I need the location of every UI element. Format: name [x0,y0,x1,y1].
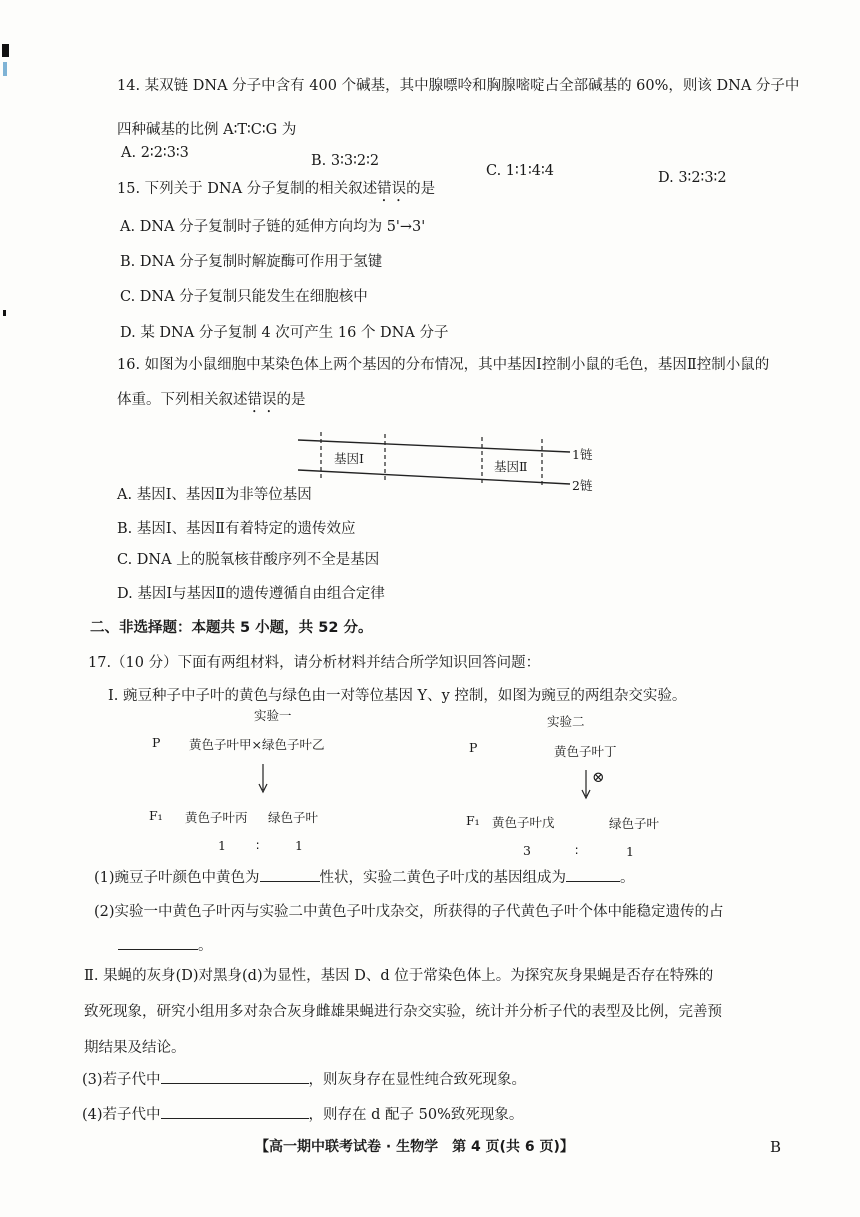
q15-stem-emphasis: 错误 [377,181,407,197]
q14-option-b: B. 3∶3∶2∶2 [311,153,380,169]
scan-edge-mark [3,310,6,316]
q15-stem-suffix: 的是 [406,181,436,197]
q17-sub4-part-a: (4)若子代中 [82,1107,161,1123]
paper-version-mark: B [770,1138,782,1156]
exp2-p-label: P [469,740,478,755]
q16-stem-emphasis: 错误 [247,392,277,408]
q15-stem-prefix: 15. 下列关于 DNA 分子复制的相关叙述 [117,181,378,197]
q14-option-d: D. 3∶2∶3∶2 [658,170,727,186]
strand-2-line [298,470,570,484]
q16-stem-line2 [117,388,306,416]
q16-stem-line2-suffix: 的是 [276,392,306,408]
q17-sub4-part-b: ，则存在 d 配子 50%致死现象。 [308,1107,524,1123]
exp2-f1-label: F₁ [466,813,480,828]
q17-sub2: (2)实验一中黄色子叶丙与实验二中黄色子叶戊杂交，所获得的子代黄色子叶个体中能稳定遗传的占 [94,904,724,920]
exp2-ratio-sep: ∶ [575,843,579,858]
exp1-f1-label: F₁ [149,808,163,823]
q17-sub4 [82,1103,523,1124]
q14-stem-line1: 14. 某双链 DNA 分子中含有 400 个碱基，其中腺嘌呤和胸腺嘧啶占全部碱基的 60%，则该 DNA 分子中 [117,78,800,94]
q17-part2-line3: 期结果及结论。 [84,1040,186,1056]
exp1-p-cross: 黄色子叶甲×绿色子叶乙 [189,737,325,752]
q17-part1-intro: Ⅰ. 豌豆种子中子叶的黄色与绿色由一对等位基因 Y、y 控制，如图为豌豆的两组杂交实验。 [108,688,687,704]
scan-edge-mark [3,62,7,76]
q15-option-d: D. 某 DNA 分子复制 4 次可产生 16 个 DNA 分子 [120,325,449,341]
answer-blank-3[interactable] [118,935,198,950]
exp2-ratio-yellow: 3 [523,843,531,858]
q16-option-d: D. 基因Ⅰ与基因Ⅱ的遗传遵循自由组合定律 [117,586,385,602]
exp1-ratio-green: 1 [295,838,303,853]
exp1-ratio-yellow: 1 [218,838,226,853]
section-2-heading: 二、非选择题：本题共 5 小题，共 52 分。 [90,620,373,636]
q15-option-a: A. DNA 分子复制时子链的延伸方向均为 5'→3' [120,219,426,235]
gene2-label: 基因Ⅱ [494,459,528,474]
exp2-title: 实验二 [547,714,585,729]
page-footer: 【高一期中联考试卷 · 生物学 第 4 页(共 6 页)】 [255,1139,574,1155]
q17-sub1-part-b: 性状，实验二黄色子叶戊的基因组成为 [319,870,567,886]
q17-sub3 [82,1068,526,1089]
q17-sub3-part-b: ，则灰身存在显性纯合致死现象。 [308,1072,527,1088]
exp1-f1-yellow: 黄色子叶丙 [185,810,248,825]
q17-sub1 [94,866,635,887]
exp1-f1-green: 绿色子叶 [268,810,319,825]
q15-option-c: C. DNA 分子复制只能发生在细胞核中 [120,289,368,305]
answer-blank-2[interactable] [566,867,620,882]
q16-stem-line2-prefix: 体重。下列相关叙述 [117,392,248,408]
scan-edge-mark [2,44,9,57]
q17-sub3-part-a: (3)若子代中 [82,1072,161,1088]
q16-option-b: B. 基因Ⅰ、基因Ⅱ有着特定的遗传效应 [117,521,356,537]
exp2-arrow [580,770,592,800]
q16-stem-line1: 16. 如图为小鼠细胞中某染色体上两个基因的分布情况，其中基因Ⅰ控制小鼠的毛色，基因Ⅱ控制小鼠的 [117,357,770,373]
gene1-label: 基因Ⅰ [334,451,364,466]
selfing-symbol: ⊗ [592,768,605,786]
exp1-p-label: P [152,735,161,750]
q16-option-c: C. DNA 上的脱氧核苷酸序列不全是基因 [117,552,380,568]
exp2-ratio-green: 1 [626,844,634,859]
exp1-arrow [257,764,269,794]
answer-blank-5[interactable] [161,1104,309,1119]
q15-stem [117,177,435,205]
q14-option-a: A. 2∶2∶3∶3 [121,145,189,161]
q17-sub2-answer-line [118,934,213,955]
strand1-label: 1链 [572,447,593,462]
q14-stem-line2: 四种碱基的比例 A∶T∶C∶G 为 [117,122,297,138]
answer-blank-4[interactable] [161,1069,309,1084]
q16-option-a: A. 基因Ⅰ、基因Ⅱ为非等位基因 [117,487,312,503]
q17-sub2-end: 。 [198,938,213,954]
q17-stem: 17.（10 分）下面有两组材料，请分析材料并结合所学知识回答问题： [88,655,541,671]
exp2-p-cross: 黄色子叶丁 [554,744,617,759]
exp2-f1-yellow: 黄色子叶戊 [492,815,555,830]
q14-option-c: C. 1∶1∶4∶4 [486,163,555,179]
q17-sub1-part-a: (1)豌豆子叶颜色中黄色为 [94,870,260,886]
exp2-f1-green: 绿色子叶 [609,816,660,831]
q15-option-b: B. DNA 分子复制时解旋酶可作用于氢键 [120,254,383,270]
q17-sub1-part-c: 。 [620,870,635,886]
answer-blank-1[interactable] [260,867,320,882]
exp1-title: 实验一 [254,708,292,723]
q17-part2-line2: 致死现象，研究小组用多对杂合灰身雌雄果蝇进行杂交实验，统计并分析子代的表型及比例，完善预 [84,1004,722,1020]
exp1-ratio-sep: ∶ [256,838,260,853]
q17-part2-line1: Ⅱ. 果蝇的灰身(D)对黑身(d)为显性，基因 D、d 位于常染色体上。为探究灰身果蝇是否存在特殊的 [84,968,714,984]
strand2-label: 2链 [572,478,593,493]
